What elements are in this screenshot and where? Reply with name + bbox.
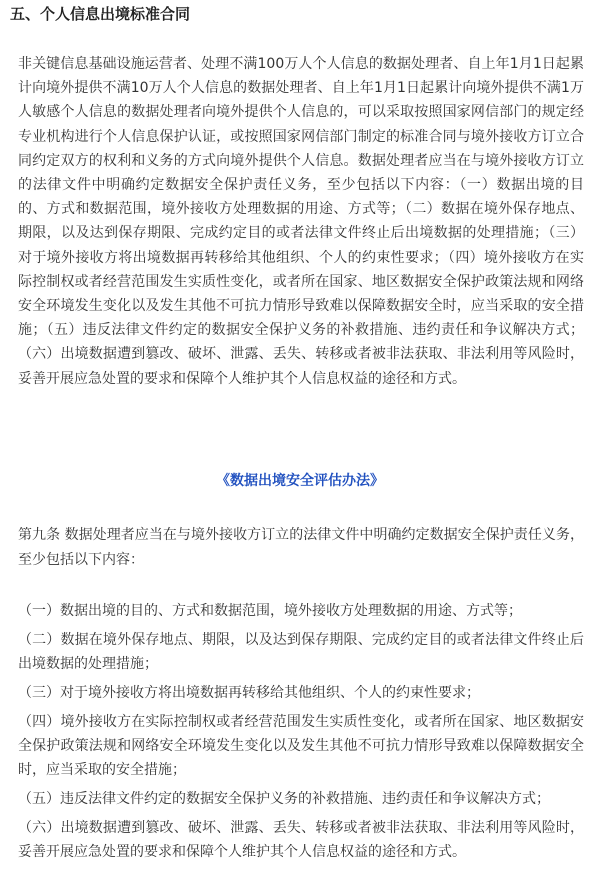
requirement-list [18, 599, 584, 869]
list-item: （三）对于境外接收方将出境数据再转移给其他组织、个人的约束性要求； [18, 685, 480, 701]
article-intro: 第九条 数据处理者应当在与境外接收方订立的法律文件中明确约定数据安全保护责任义务，至少包括以下内容： [18, 527, 584, 568]
section-paragraph: 非关键信息基础设施运营者、处理不满100万人个人信息的数据处理者、自上年1月1日起累计向境外提供不满10万人个人信息的数据处理者、自上年1月1日起累计向境外提供不满1万人敏感个人信息的数据处理者向境外提供个人信息的，可以采取按照国家网信部门的规定经专业机构进行个人信息保护认证，或按照国家网信部门制定的标准合同与境外接收方订立合同约定双方的权利和义务的方式向境外提供个人信息。数据处理者应当在与境外接收方订立的法律文件中明确约定数据安全保护责任义务，至少包括以下内容：（一）数据出境的目的、方式和数据范围，境外接收方处理数据的用途、方式等；（二）数据在境外保存地点、期限，以及达到保存期限、完成约定目的或者法律文件终止后出境数据的处理措施；（三）对于境外接收方将出境数据再转移给其他组织、个人的约束性要求；（四）境外接收方在实际控制权或者经营范围发生实质性变化，或者所在国家、地区数据安全保护政策法规和网络安全环境发生变化以及发生其他不可抗力情形导致难以保障数据安全时，应当采取的安全措施；（五）违反法律文件约定的数据安全保护义务的补救措施、违约责任和争议解决方式；（六）出境数据遭到篡改、破坏、泄露、丢失、转移或者被非法获取、非法利用等风险时，妥善开展应急处置的要求和保障个人维护其个人信息权益的途径和方式。 [18, 56, 584, 387]
list-item: （二）数据在境外保存地点、期限，以及达到保存期限、完成约定目的或者法律文件终止后出境数据的处理措施； [18, 632, 584, 672]
list-item: （五）违反法律文件约定的数据安全保护义务的补救措施、违约责任和争议解决方式； [18, 791, 550, 807]
regulation-title: 《数据出境安全评估办法》 [216, 473, 384, 489]
section-heading: 五、个人信息出境标准合同 [10, 5, 191, 23]
list-item: （六）出境数据遭到篡改、破坏、泄露、丢失、转移或者被非法获取、非法利用等风险时，妥善开展应急处置的要求和保障个人维护其个人信息权益的途径和方式。 [18, 820, 584, 860]
list-item: （四）境外接收方在实际控制权或者经营范围发生实质性变化，或者所在国家、地区数据安全保护政策法规和网络安全环境发生变化以及发生其他不可抗力情形导致难以保障数据安全时，应当采取的安全措施； [18, 714, 584, 778]
list-item: （一）数据出境的目的、方式和数据范围，境外接收方处理数据的用途、方式等； [18, 603, 522, 619]
